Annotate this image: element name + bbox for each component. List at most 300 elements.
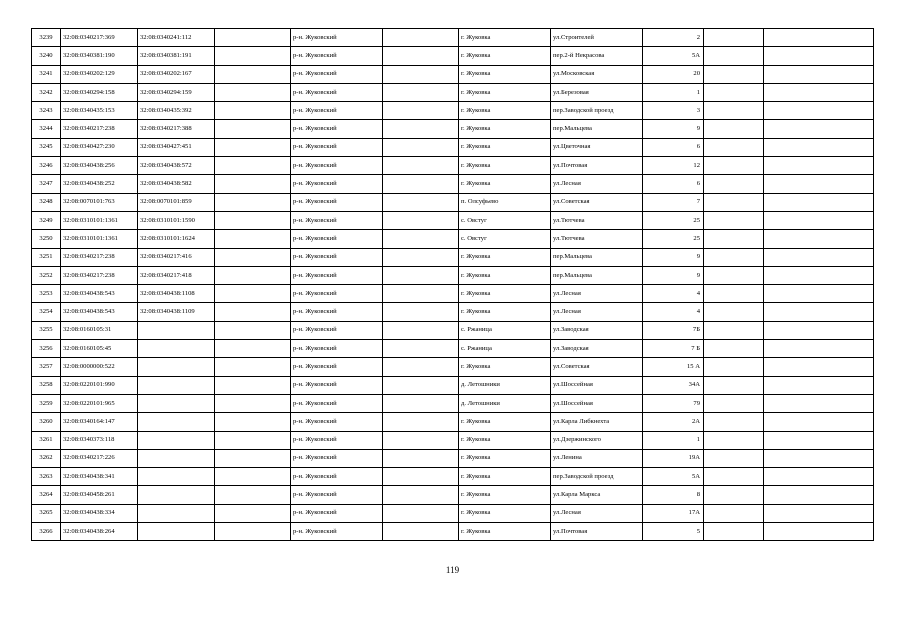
district-cell: р-н. Жуковский bbox=[291, 29, 383, 47]
blank-cell-cell bbox=[764, 504, 874, 522]
table-row bbox=[32, 303, 874, 321]
blank-cell-cell bbox=[215, 47, 291, 65]
street-cell: ул.Дзержинского bbox=[551, 431, 643, 449]
house-number-cell: 1 bbox=[643, 431, 704, 449]
blank-cell-cell bbox=[704, 303, 764, 321]
cadastral-number-cell: 32:08:0310101:1361 bbox=[61, 230, 138, 248]
settlement-cell: г. Жуковка bbox=[459, 157, 551, 175]
settlement-cell: г. Жуковка bbox=[459, 83, 551, 101]
house-number-cell: 5 bbox=[643, 523, 704, 541]
blank-cell-cell bbox=[383, 83, 459, 101]
blank-cell-cell bbox=[704, 321, 764, 339]
blank-cell-cell bbox=[215, 266, 291, 284]
blank-cell-cell bbox=[215, 175, 291, 193]
table-row bbox=[32, 47, 874, 65]
house-number-cell: 4 bbox=[643, 303, 704, 321]
parent-cadastral-number-cell: 32:08:0310101:1590 bbox=[138, 211, 215, 229]
row-number-cell: 3246 bbox=[32, 157, 61, 175]
blank-cell-cell bbox=[764, 340, 874, 358]
blank-cell-cell bbox=[764, 102, 874, 120]
table-row bbox=[32, 285, 874, 303]
row-number-cell: 3252 bbox=[32, 266, 61, 284]
blank-cell-cell bbox=[383, 248, 459, 266]
blank-cell-cell bbox=[764, 285, 874, 303]
district-cell: р-н. Жуковский bbox=[291, 230, 383, 248]
blank-cell-cell bbox=[704, 29, 764, 47]
row-number-cell: 3257 bbox=[32, 358, 61, 376]
blank-cell-cell bbox=[704, 193, 764, 211]
row-number-cell: 3242 bbox=[32, 83, 61, 101]
street-cell: пер.2-й Некрасова bbox=[551, 47, 643, 65]
blank-cell-cell bbox=[764, 376, 874, 394]
blank-cell-cell bbox=[764, 413, 874, 431]
settlement-cell: д. Летошники bbox=[459, 394, 551, 412]
table-row bbox=[32, 449, 874, 467]
row-number-cell: 3250 bbox=[32, 230, 61, 248]
street-cell: ул.Ленина bbox=[551, 449, 643, 467]
district-cell: р-н. Жуковский bbox=[291, 83, 383, 101]
blank-cell-cell bbox=[383, 266, 459, 284]
street-cell: пер.Заводской проезд bbox=[551, 468, 643, 486]
blank-cell-cell bbox=[704, 120, 764, 138]
blank-cell-cell bbox=[215, 211, 291, 229]
blank-cell-cell bbox=[764, 29, 874, 47]
row-number-cell: 3244 bbox=[32, 120, 61, 138]
district-cell: р-н. Жуковский bbox=[291, 523, 383, 541]
row-number-cell: 3266 bbox=[32, 523, 61, 541]
house-number-cell: 15 А bbox=[643, 358, 704, 376]
district-cell: р-н. Жуковский bbox=[291, 394, 383, 412]
blank-cell-cell bbox=[383, 523, 459, 541]
blank-cell-cell bbox=[704, 102, 764, 120]
blank-cell-cell bbox=[764, 211, 874, 229]
blank-cell-cell bbox=[764, 358, 874, 376]
settlement-cell: г. Жуковка bbox=[459, 65, 551, 83]
settlement-cell: г. Жуковка bbox=[459, 47, 551, 65]
settlement-cell: г. Жуковка bbox=[459, 413, 551, 431]
parent-cadastral-number-cell: 32:08:0340427:451 bbox=[138, 138, 215, 156]
district-cell: р-н. Жуковский bbox=[291, 193, 383, 211]
settlement-cell: г. Жуковка bbox=[459, 175, 551, 193]
house-number-cell: 2А bbox=[643, 413, 704, 431]
house-number-cell: 34А bbox=[643, 376, 704, 394]
blank-cell-cell bbox=[704, 47, 764, 65]
cadastral-number-cell: 32:08:0340427:230 bbox=[61, 138, 138, 156]
blank-cell-cell bbox=[764, 321, 874, 339]
parent-cadastral-number-cell: 32:08:0340435:392 bbox=[138, 102, 215, 120]
table-row bbox=[32, 266, 874, 284]
table-row bbox=[32, 394, 874, 412]
settlement-cell: г. Жуковка bbox=[459, 358, 551, 376]
blank-cell-cell bbox=[704, 266, 764, 284]
street-cell: ул.Лесная bbox=[551, 504, 643, 522]
blank-cell-cell bbox=[764, 157, 874, 175]
blank-cell-cell bbox=[383, 413, 459, 431]
settlement-cell: г. Жуковка bbox=[459, 449, 551, 467]
blank-cell-cell bbox=[704, 138, 764, 156]
blank-cell-cell bbox=[764, 449, 874, 467]
district-cell: р-н. Жуковский bbox=[291, 211, 383, 229]
settlement-cell: д. Летошники bbox=[459, 376, 551, 394]
settlement-cell: г. Жуковка bbox=[459, 285, 551, 303]
blank-cell-cell bbox=[764, 468, 874, 486]
row-number-cell: 3265 bbox=[32, 504, 61, 522]
cadastral-number-cell: 32:08:0340381:190 bbox=[61, 47, 138, 65]
street-cell: ул.Почтовая bbox=[551, 157, 643, 175]
blank-cell-cell bbox=[215, 65, 291, 83]
blank-cell-cell bbox=[215, 376, 291, 394]
house-number-cell: 2 bbox=[643, 29, 704, 47]
table-row bbox=[32, 193, 874, 211]
cadastral-number-cell: 32:08:0220101:990 bbox=[61, 376, 138, 394]
blank-cell-cell bbox=[383, 468, 459, 486]
street-cell: ул.Московская bbox=[551, 65, 643, 83]
blank-cell-cell bbox=[215, 358, 291, 376]
table-row bbox=[32, 138, 874, 156]
blank-cell-cell bbox=[215, 120, 291, 138]
settlement-cell: г. Жуковка bbox=[459, 29, 551, 47]
cadastral-number-cell: 32:08:0340294:158 bbox=[61, 83, 138, 101]
parent-cadastral-number-cell: 32:08:0340217:416 bbox=[138, 248, 215, 266]
house-number-cell: 5А bbox=[643, 468, 704, 486]
blank-cell-cell bbox=[764, 230, 874, 248]
house-number-cell: 9 bbox=[643, 266, 704, 284]
house-number-cell: 20 bbox=[643, 65, 704, 83]
district-cell: р-н. Жуковский bbox=[291, 340, 383, 358]
blank-cell-cell bbox=[215, 230, 291, 248]
blank-cell-cell bbox=[215, 248, 291, 266]
blank-cell-cell bbox=[704, 248, 764, 266]
house-number-cell: 25 bbox=[643, 211, 704, 229]
settlement-cell: г. Жуковка bbox=[459, 303, 551, 321]
row-number-cell: 3251 bbox=[32, 248, 61, 266]
settlement-cell: г. Жуковка bbox=[459, 266, 551, 284]
district-cell: р-н. Жуковский bbox=[291, 358, 383, 376]
district-cell: р-н. Жуковский bbox=[291, 431, 383, 449]
cadastral-number-cell: 32:08:0070101:763 bbox=[61, 193, 138, 211]
house-number-cell: 9 bbox=[643, 248, 704, 266]
blank-cell-cell bbox=[704, 449, 764, 467]
settlement-cell: г. Жуковка bbox=[459, 486, 551, 504]
blank-cell-cell bbox=[704, 394, 764, 412]
street-cell: пер.Мальцева bbox=[551, 266, 643, 284]
row-number-cell: 3247 bbox=[32, 175, 61, 193]
district-cell: р-н. Жуковский bbox=[291, 47, 383, 65]
row-number-cell: 3261 bbox=[32, 431, 61, 449]
house-number-cell: 8 bbox=[643, 486, 704, 504]
table-row bbox=[32, 413, 874, 431]
parent-cadastral-number-cell bbox=[138, 340, 215, 358]
table-row bbox=[32, 358, 874, 376]
cadastral-number-cell: 32:08:0340217:369 bbox=[61, 29, 138, 47]
blank-cell-cell bbox=[383, 175, 459, 193]
street-cell: ул.Тютчева bbox=[551, 211, 643, 229]
blank-cell-cell bbox=[383, 47, 459, 65]
district-cell: р-н. Жуковский bbox=[291, 285, 383, 303]
settlement-cell: с. Овстуг bbox=[459, 230, 551, 248]
street-cell: ул.Заводская bbox=[551, 340, 643, 358]
blank-cell-cell bbox=[215, 468, 291, 486]
street-cell: ул.Шоссейная bbox=[551, 376, 643, 394]
parent-cadastral-number-cell: 32:08:0340294:159 bbox=[138, 83, 215, 101]
blank-cell-cell bbox=[704, 504, 764, 522]
cadastral-number-cell: 32:08:0340217:238 bbox=[61, 120, 138, 138]
street-cell: ул.Советская bbox=[551, 193, 643, 211]
blank-cell-cell bbox=[764, 523, 874, 541]
parent-cadastral-number-cell: 32:08:0340438:1109 bbox=[138, 303, 215, 321]
district-cell: р-н. Жуковский bbox=[291, 376, 383, 394]
street-cell: ул.Шоссейная bbox=[551, 394, 643, 412]
settlement-cell: п. Олсуфьево bbox=[459, 193, 551, 211]
table-row bbox=[32, 431, 874, 449]
cadastral-number-cell: 32:08:0000000:522 bbox=[61, 358, 138, 376]
parent-cadastral-number-cell: 32:08:0340217:418 bbox=[138, 266, 215, 284]
blank-cell-cell bbox=[215, 449, 291, 467]
table-row bbox=[32, 211, 874, 229]
parent-cadastral-number-cell bbox=[138, 413, 215, 431]
cadastral-number-cell: 32:08:0220101:965 bbox=[61, 394, 138, 412]
blank-cell-cell bbox=[704, 486, 764, 504]
street-cell: ул.Березовая bbox=[551, 83, 643, 101]
parent-cadastral-number-cell bbox=[138, 358, 215, 376]
house-number-cell: 7 bbox=[643, 193, 704, 211]
blank-cell-cell bbox=[215, 486, 291, 504]
parent-cadastral-number-cell bbox=[138, 523, 215, 541]
parent-cadastral-number-cell: 32:08:0340381:191 bbox=[138, 47, 215, 65]
cadastral-number-cell: 32:08:0340217:238 bbox=[61, 248, 138, 266]
table-row bbox=[32, 321, 874, 339]
row-number-cell: 3241 bbox=[32, 65, 61, 83]
street-cell: ул.Карла Либкнехта bbox=[551, 413, 643, 431]
blank-cell-cell bbox=[383, 138, 459, 156]
settlement-cell: г. Жуковка bbox=[459, 120, 551, 138]
table-row bbox=[32, 340, 874, 358]
blank-cell-cell bbox=[764, 83, 874, 101]
house-number-cell: 19А bbox=[643, 449, 704, 467]
blank-cell-cell bbox=[215, 340, 291, 358]
table-row bbox=[32, 248, 874, 266]
table-row bbox=[32, 468, 874, 486]
row-number-cell: 3248 bbox=[32, 193, 61, 211]
blank-cell-cell bbox=[704, 376, 764, 394]
blank-cell-cell bbox=[383, 394, 459, 412]
cadastral-number-cell: 32:08:0160105:31 bbox=[61, 321, 138, 339]
district-cell: р-н. Жуковский bbox=[291, 303, 383, 321]
cadastral-number-cell: 32:08:0340438:264 bbox=[61, 523, 138, 541]
district-cell: р-н. Жуковский bbox=[291, 65, 383, 83]
blank-cell-cell bbox=[383, 157, 459, 175]
street-cell: пер.Заводской проезд bbox=[551, 102, 643, 120]
blank-cell-cell bbox=[704, 413, 764, 431]
blank-cell-cell bbox=[383, 358, 459, 376]
house-number-cell: 17А bbox=[643, 504, 704, 522]
settlement-cell: г. Жуковка bbox=[459, 468, 551, 486]
house-number-cell: 79 bbox=[643, 394, 704, 412]
cadastral-number-cell: 32:08:0340164:147 bbox=[61, 413, 138, 431]
street-cell: ул.Почтовая bbox=[551, 523, 643, 541]
district-cell: р-н. Жуковский bbox=[291, 266, 383, 284]
blank-cell-cell bbox=[764, 431, 874, 449]
parent-cadastral-number-cell bbox=[138, 376, 215, 394]
blank-cell-cell bbox=[764, 303, 874, 321]
street-cell: ул.Советская bbox=[551, 358, 643, 376]
blank-cell-cell bbox=[383, 29, 459, 47]
settlement-cell: г. Жуковка bbox=[459, 504, 551, 522]
blank-cell-cell bbox=[764, 175, 874, 193]
blank-cell-cell bbox=[704, 83, 764, 101]
blank-cell-cell bbox=[704, 157, 764, 175]
blank-cell-cell bbox=[215, 157, 291, 175]
blank-cell-cell bbox=[215, 321, 291, 339]
blank-cell-cell bbox=[383, 486, 459, 504]
cadastral-number-cell: 32:08:0340438:252 bbox=[61, 175, 138, 193]
blank-cell-cell bbox=[215, 193, 291, 211]
blank-cell-cell bbox=[704, 175, 764, 193]
table-row bbox=[32, 83, 874, 101]
street-cell: ул.Тютчева bbox=[551, 230, 643, 248]
street-cell: пер.Мальцева bbox=[551, 120, 643, 138]
row-number-cell: 3262 bbox=[32, 449, 61, 467]
row-number-cell: 3240 bbox=[32, 47, 61, 65]
district-cell: р-н. Жуковский bbox=[291, 138, 383, 156]
table-row bbox=[32, 102, 874, 120]
blank-cell-cell bbox=[704, 230, 764, 248]
blank-cell-cell bbox=[215, 413, 291, 431]
registry-table bbox=[31, 28, 874, 541]
blank-cell-cell bbox=[383, 285, 459, 303]
row-number-cell: 3253 bbox=[32, 285, 61, 303]
table-row bbox=[32, 120, 874, 138]
table-row bbox=[32, 376, 874, 394]
table-row bbox=[32, 523, 874, 541]
blank-cell-cell bbox=[383, 504, 459, 522]
parent-cadastral-number-cell: 32:08:0340438:1108 bbox=[138, 285, 215, 303]
blank-cell-cell bbox=[215, 29, 291, 47]
blank-cell-cell bbox=[215, 523, 291, 541]
blank-cell-cell bbox=[383, 65, 459, 83]
settlement-cell: г. Жуковка bbox=[459, 138, 551, 156]
settlement-cell: с. Ржаница bbox=[459, 321, 551, 339]
blank-cell-cell bbox=[215, 504, 291, 522]
blank-cell-cell bbox=[764, 120, 874, 138]
blank-cell-cell bbox=[383, 193, 459, 211]
cadastral-number-cell: 32:08:0340438:543 bbox=[61, 303, 138, 321]
cadastral-number-cell: 32:08:0340438:256 bbox=[61, 157, 138, 175]
parent-cadastral-number-cell: 32:08:0340217:388 bbox=[138, 120, 215, 138]
parent-cadastral-number-cell bbox=[138, 504, 215, 522]
blank-cell-cell bbox=[215, 102, 291, 120]
table-body bbox=[32, 29, 874, 541]
blank-cell-cell bbox=[764, 47, 874, 65]
blank-cell-cell bbox=[764, 138, 874, 156]
settlement-cell: г. Жуковка bbox=[459, 523, 551, 541]
parent-cadastral-number-cell bbox=[138, 431, 215, 449]
district-cell: р-н. Жуковский bbox=[291, 449, 383, 467]
row-number-cell: 3264 bbox=[32, 486, 61, 504]
street-cell: ул.Заводская bbox=[551, 321, 643, 339]
row-number-cell: 3245 bbox=[32, 138, 61, 156]
table-row bbox=[32, 504, 874, 522]
blank-cell-cell bbox=[704, 358, 764, 376]
parent-cadastral-number-cell: 32:08:0340438:582 bbox=[138, 175, 215, 193]
parent-cadastral-number-cell: 32:08:0310101:1624 bbox=[138, 230, 215, 248]
district-cell: р-н. Жуковский bbox=[291, 175, 383, 193]
cadastral-number-cell: 32:08:0340217:226 bbox=[61, 449, 138, 467]
row-number-cell: 3249 bbox=[32, 211, 61, 229]
parent-cadastral-number-cell bbox=[138, 394, 215, 412]
house-number-cell: 6 bbox=[643, 175, 704, 193]
house-number-cell: 3 bbox=[643, 102, 704, 120]
cadastral-number-cell: 32:08:0340435:153 bbox=[61, 102, 138, 120]
blank-cell-cell bbox=[764, 65, 874, 83]
parent-cadastral-number-cell bbox=[138, 321, 215, 339]
blank-cell-cell bbox=[764, 486, 874, 504]
cadastral-number-cell: 32:08:0160105:45 bbox=[61, 340, 138, 358]
district-cell: р-н. Жуковский bbox=[291, 248, 383, 266]
blank-cell-cell bbox=[383, 340, 459, 358]
cadastral-number-cell: 32:08:0340373:118 bbox=[61, 431, 138, 449]
blank-cell-cell bbox=[704, 468, 764, 486]
district-cell: р-н. Жуковский bbox=[291, 120, 383, 138]
house-number-cell: 4 bbox=[643, 285, 704, 303]
street-cell: ул.Лесная bbox=[551, 175, 643, 193]
district-cell: р-н. Жуковский bbox=[291, 321, 383, 339]
cadastral-number-cell: 32:08:0310101:1361 bbox=[61, 211, 138, 229]
table-row bbox=[32, 29, 874, 47]
table-row bbox=[32, 230, 874, 248]
table-row bbox=[32, 157, 874, 175]
page-number: 119 bbox=[445, 565, 460, 575]
settlement-cell: с. Ржаница bbox=[459, 340, 551, 358]
settlement-cell: г. Жуковка bbox=[459, 102, 551, 120]
row-number-cell: 3258 bbox=[32, 376, 61, 394]
blank-cell-cell bbox=[383, 303, 459, 321]
blank-cell-cell bbox=[704, 65, 764, 83]
cadastral-number-cell: 32:08:0340458:261 bbox=[61, 486, 138, 504]
cadastral-number-cell: 32:08:0340438:341 bbox=[61, 468, 138, 486]
blank-cell-cell bbox=[383, 431, 459, 449]
district-cell: р-н. Жуковский bbox=[291, 504, 383, 522]
street-cell: ул.Карла Маркса bbox=[551, 486, 643, 504]
blank-cell-cell bbox=[383, 321, 459, 339]
cadastral-number-cell: 32:08:0340217:238 bbox=[61, 266, 138, 284]
house-number-cell: 12 bbox=[643, 157, 704, 175]
blank-cell-cell bbox=[215, 138, 291, 156]
blank-cell-cell bbox=[215, 285, 291, 303]
district-cell: р-н. Жуковский bbox=[291, 157, 383, 175]
blank-cell-cell bbox=[383, 102, 459, 120]
blank-cell-cell bbox=[704, 211, 764, 229]
blank-cell-cell bbox=[764, 266, 874, 284]
district-cell: р-н. Жуковский bbox=[291, 468, 383, 486]
row-number-cell: 3259 bbox=[32, 394, 61, 412]
blank-cell-cell bbox=[383, 211, 459, 229]
house-number-cell: 5А bbox=[643, 47, 704, 65]
house-number-cell: 1 bbox=[643, 83, 704, 101]
parent-cadastral-number-cell: 32:08:0340438:572 bbox=[138, 157, 215, 175]
house-number-cell: 25 bbox=[643, 230, 704, 248]
cadastral-number-cell: 32:08:0340438:334 bbox=[61, 504, 138, 522]
row-number-cell: 3256 bbox=[32, 340, 61, 358]
blank-cell-cell bbox=[704, 431, 764, 449]
parent-cadastral-number-cell: 32:08:0340241:112 bbox=[138, 29, 215, 47]
street-cell: пер.Мальцева bbox=[551, 248, 643, 266]
settlement-cell: г. Жуковка bbox=[459, 431, 551, 449]
blank-cell-cell bbox=[764, 394, 874, 412]
parent-cadastral-number-cell: 32:08:0070101:859 bbox=[138, 193, 215, 211]
row-number-cell: 3254 bbox=[32, 303, 61, 321]
street-cell: ул.Цветочная bbox=[551, 138, 643, 156]
